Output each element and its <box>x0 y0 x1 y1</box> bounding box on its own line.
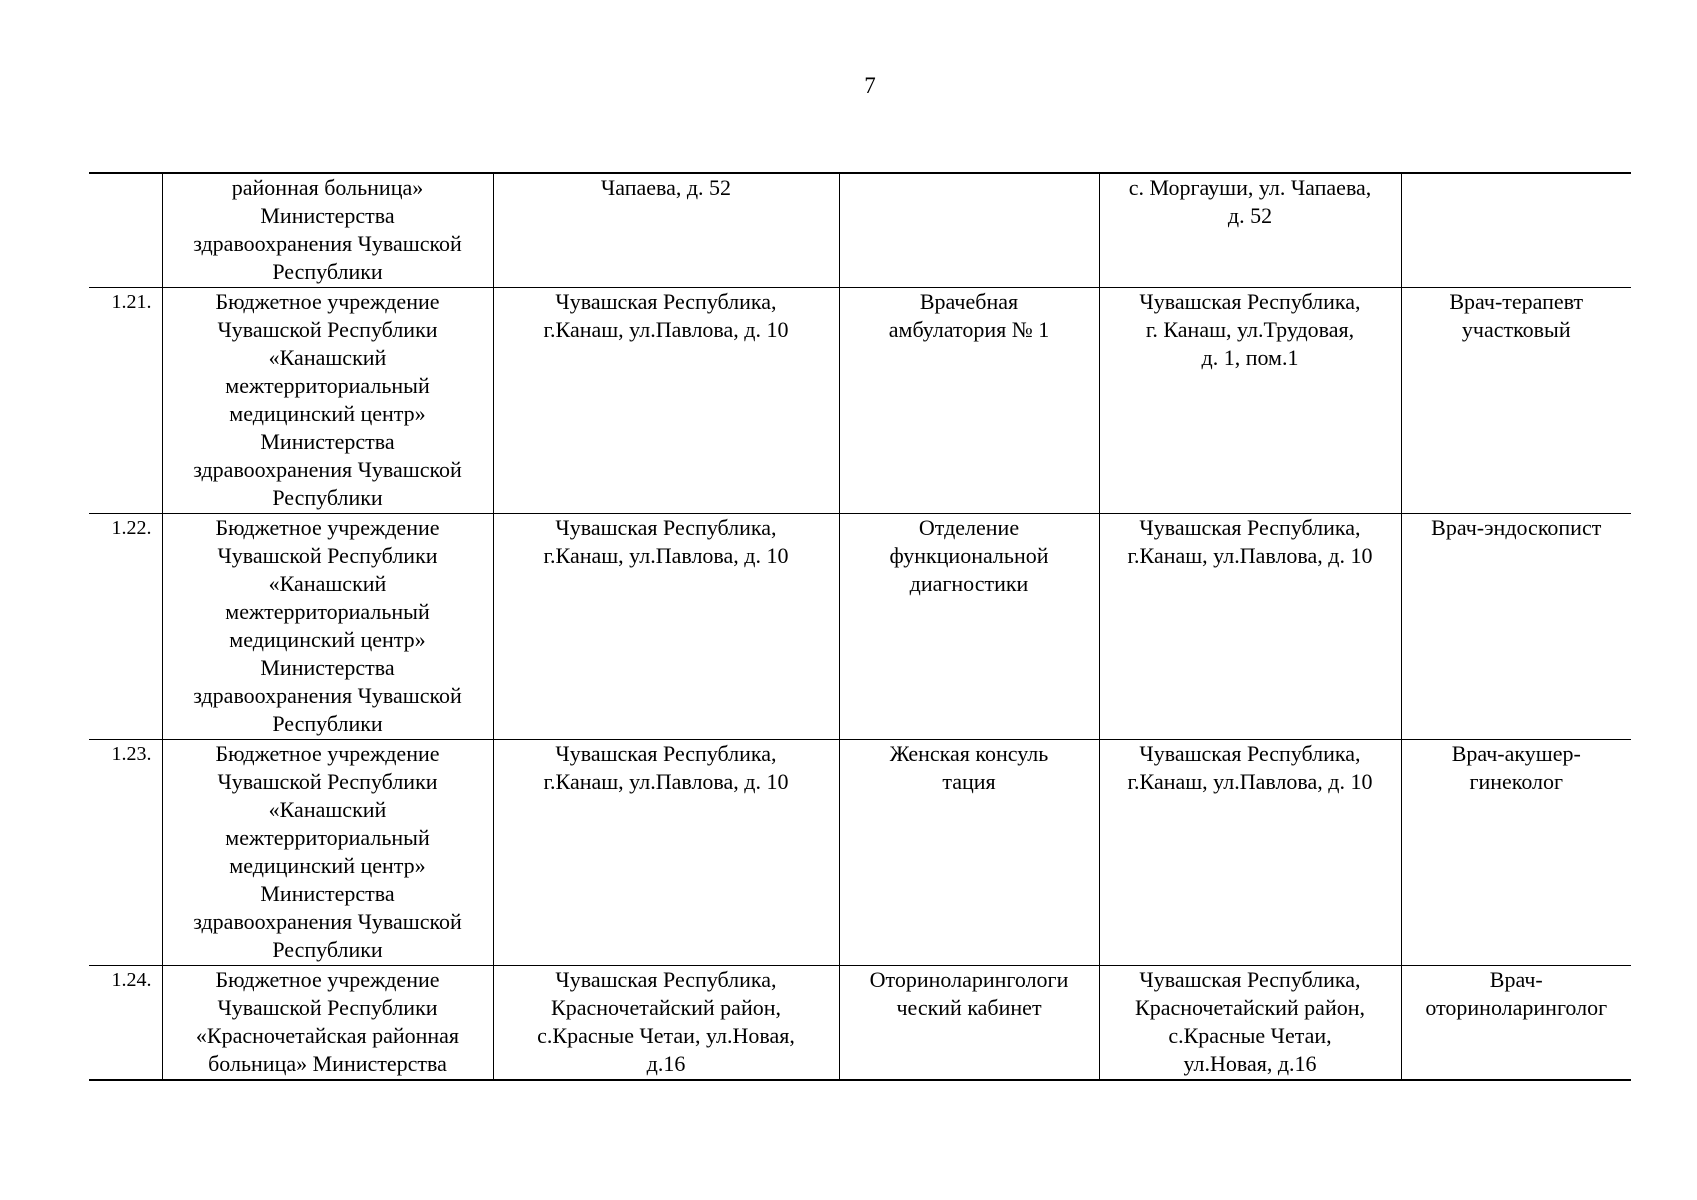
unit-cell <box>839 173 1099 288</box>
unit-address-cell: Чувашская Республика, г.Канаш, ул.Павлова, д. 10 <box>1099 740 1401 966</box>
legal-address-cell: Чувашская Республика, Красночетайский район, с.Красные Четаи, ул.Новая, д.16 <box>493 966 839 1081</box>
unit-address-cell: Чувашская Республика, г.Канаш, ул.Павлова, д. 10 <box>1099 514 1401 740</box>
organization-cell: Бюджетное учреждение Чувашской Республики «Канашский межтерриториальный медицинский центр» Министерства здравоохранения Чувашской Республики <box>162 514 493 740</box>
position-cell <box>1401 173 1631 288</box>
legal-address-cell: Чувашская Республика, г.Канаш, ул.Павлова, д. 10 <box>493 288 839 514</box>
row-number <box>89 173 162 288</box>
unit-cell: Женская консуль тация <box>839 740 1099 966</box>
table-row <box>89 740 1631 966</box>
position-cell: Врач-терапевт участковый <box>1401 288 1631 514</box>
legal-address-cell: Чувашская Республика, г.Канаш, ул.Павлова, д. 10 <box>493 740 839 966</box>
organization-cell: Бюджетное учреждение Чувашской Республики «Канашский межтерриториальный медицинский центр» Министерства здравоохранения Чувашской Республики <box>162 288 493 514</box>
legal-address-cell: Чувашская Республика, г.Канаш, ул.Павлова, д. 10 <box>493 514 839 740</box>
page-number: 7 <box>864 73 876 98</box>
position-cell: Врач-акушер- гинеколог <box>1401 740 1631 966</box>
organization-cell: Бюджетное учреждение Чувашской Республики «Канашский межтерриториальный медицинский центр» Министерства здравоохранения Чувашской Республики <box>162 740 493 966</box>
unit-address-cell: с. Моргауши, ул. Чапаева, д. 52 <box>1099 173 1401 288</box>
position-cell: Врач- оториноларинголог <box>1401 966 1631 1081</box>
row-number: 1.21. <box>89 288 162 514</box>
organization-cell: Бюджетное учреждение Чувашской Республики «Красночетайская районная больница» Министерства <box>162 966 493 1081</box>
institutions-table <box>89 172 1631 1081</box>
unit-cell: Оториноларингологи ческий кабинет <box>839 966 1099 1081</box>
table-row <box>89 173 1631 288</box>
row-number: 1.23. <box>89 740 162 966</box>
unit-address-cell: Чувашская Республика, Красночетайский район, с.Красные Четаи, ул.Новая, д.16 <box>1099 966 1401 1081</box>
table-row <box>89 288 1631 514</box>
row-number: 1.22. <box>89 514 162 740</box>
row-number: 1.24. <box>89 966 162 1081</box>
table-row <box>89 514 1631 740</box>
table-row <box>89 966 1631 1081</box>
position-cell: Врач-эндоскопист <box>1401 514 1631 740</box>
organization-cell: районная больница» Министерства здравоохранения Чувашской Республики <box>162 173 493 288</box>
unit-cell: Отделение функциональной диагностики <box>839 514 1099 740</box>
unit-cell: Врачебная амбулатория № 1 <box>839 288 1099 514</box>
unit-address-cell: Чувашская Республика, г. Канаш, ул.Трудовая, д. 1, пом.1 <box>1099 288 1401 514</box>
legal-address-cell: Чапаева, д. 52 <box>493 173 839 288</box>
